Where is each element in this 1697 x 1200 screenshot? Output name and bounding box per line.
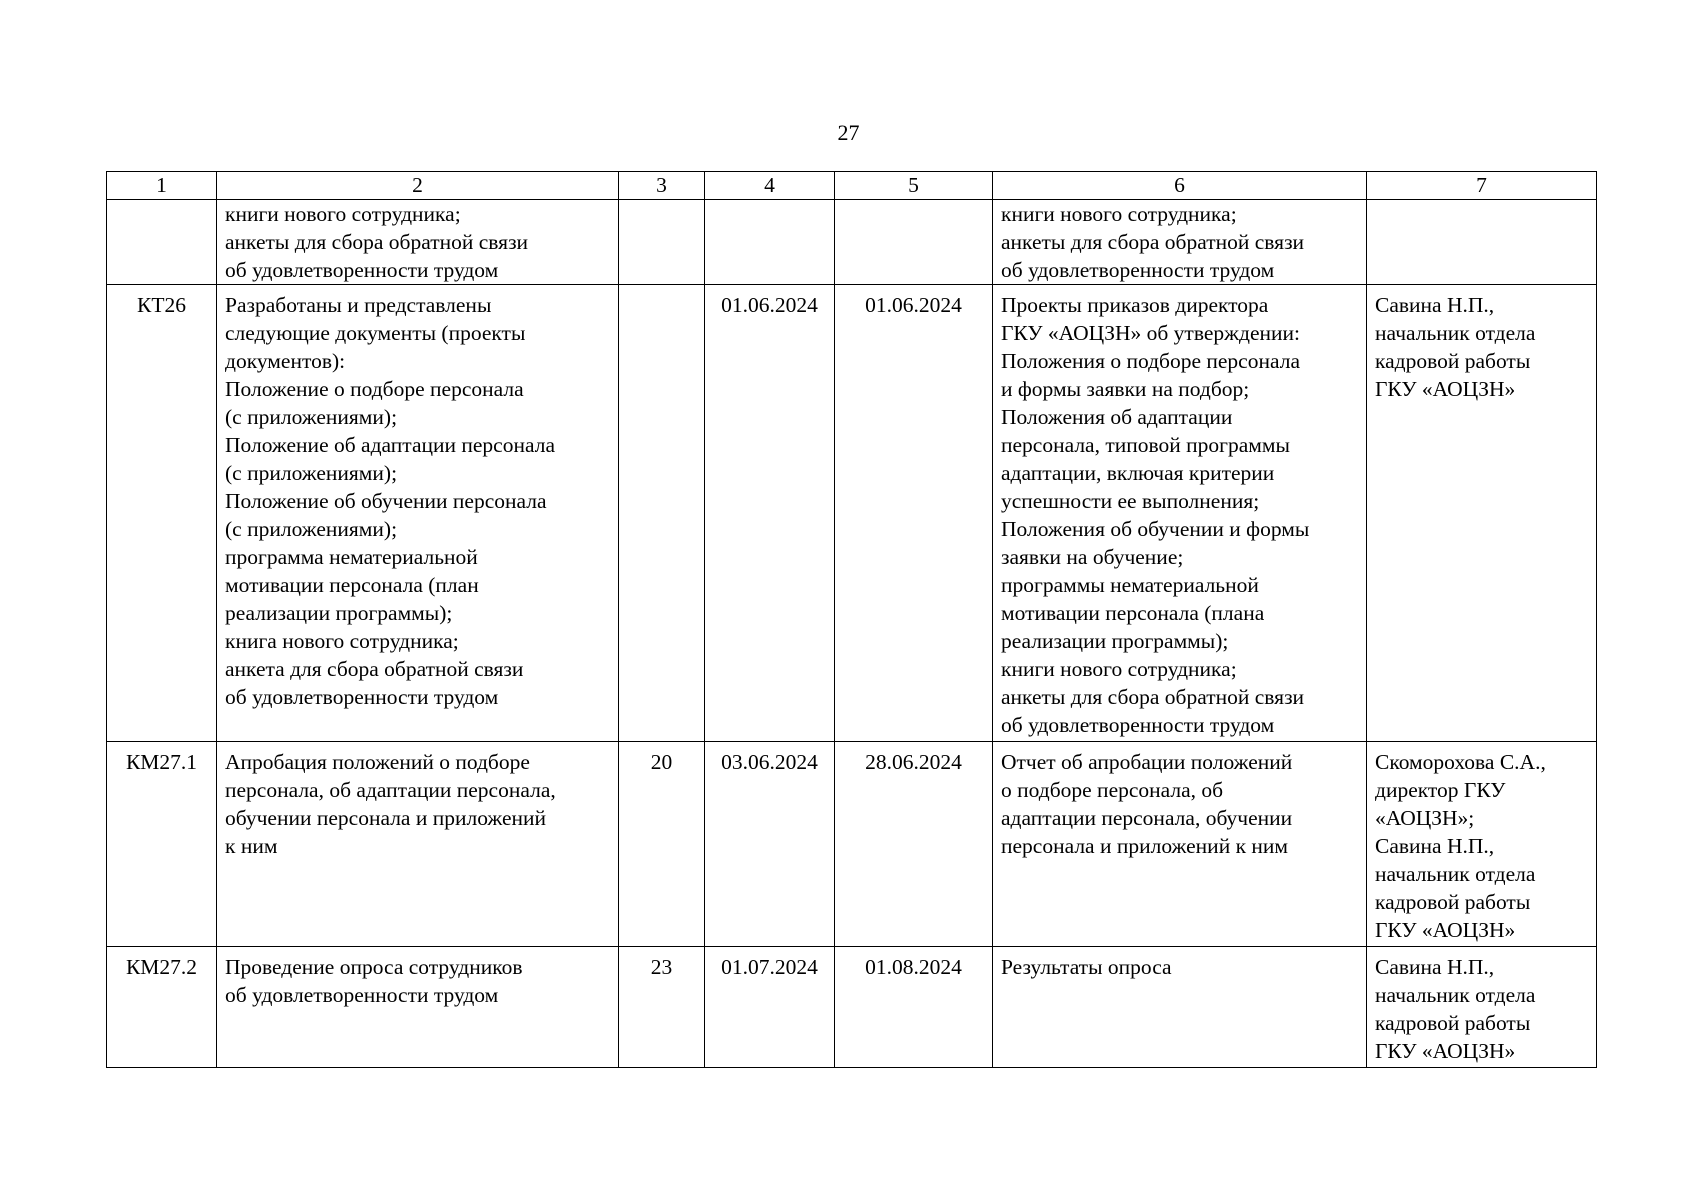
row-responsible-cell-line: Савина Н.П., (1375, 955, 1495, 979)
row-result-cell-line: Положения об обучении и формы (1001, 517, 1310, 541)
row-result-cell-line: книги нового сотрудника; (1001, 202, 1237, 226)
row-result-cell-line: персонала и приложений к ним (1001, 834, 1289, 858)
row-start-date-cell (705, 947, 835, 1068)
row-result-cell-line: об удовлетворенности трудом (1001, 713, 1275, 737)
row-result-cell-line: успешности ее выполнения; (1001, 489, 1260, 513)
table-row (107, 200, 1597, 285)
row-description-cell (217, 285, 619, 742)
table-body (107, 200, 1597, 1068)
header-row (107, 172, 1597, 200)
table-row (107, 742, 1597, 947)
header-cell-3: 3 (619, 172, 705, 200)
row-start-date-cell (705, 200, 835, 285)
row-description-cell-line: (с приложениями); (225, 405, 398, 429)
row-code-cell-text: КТ26 (137, 293, 186, 317)
row-responsible-cell-line: Савина Н.П., (1375, 834, 1495, 858)
row-description-cell (217, 947, 619, 1068)
table-row (107, 947, 1597, 1068)
row-result-cell-line: заявки на обучение; (1001, 545, 1184, 569)
row-description-cell-line: об удовлетворенности трудом (225, 983, 499, 1007)
row-responsible-cell-line: директор ГКУ (1375, 778, 1506, 802)
row-description-cell (217, 742, 619, 947)
row-description-cell (217, 200, 619, 285)
row-description-cell-line: Проведение опроса сотрудников (225, 955, 523, 979)
row-end-date-cell-text: 01.08.2024 (865, 955, 962, 979)
row-code-cell-text: КМ27.2 (125, 955, 198, 979)
row-description-cell-line: документов): (225, 349, 346, 373)
row-duration-cell (619, 947, 705, 1068)
row-result-cell-line: Результаты опроса (1001, 955, 1172, 979)
row-result-cell-line: реализации программы); (1001, 629, 1229, 653)
plan-table (106, 171, 1597, 1068)
row-duration-cell (619, 285, 705, 742)
row-responsible-cell (1367, 285, 1597, 742)
row-result-cell-line: адаптации, включая критерии (1001, 461, 1275, 485)
row-result-cell-line: мотивации персонала (плана (1001, 601, 1265, 625)
row-code-cell (107, 947, 217, 1068)
row-description-cell-line: мотивации персонала (план (225, 573, 479, 597)
row-end-date-cell-text: 01.06.2024 (865, 293, 962, 317)
table-row (107, 285, 1597, 742)
row-responsible-cell (1367, 200, 1597, 285)
row-result-cell-line: персонала, типовой программы (1001, 433, 1290, 457)
row-result-cell-line: Отчет об апробации положений (1001, 750, 1293, 774)
row-duration-cell (619, 200, 705, 285)
row-start-date-cell (705, 742, 835, 947)
row-description-cell-line: обучении персонала и приложений (225, 806, 547, 830)
row-code-cell-text: КМ27.1 (125, 750, 198, 774)
header-cell-6: 6 (993, 172, 1367, 200)
row-responsible-cell-line: ГКУ «АОЦЗН» (1375, 377, 1516, 401)
row-result-cell-line: анкеты для сбора обратной связи (1001, 685, 1305, 709)
row-result-cell (993, 742, 1367, 947)
row-description-cell-line: (с приложениями); (225, 517, 398, 541)
row-description-cell-line: анкета для сбора обратной связи (225, 657, 524, 681)
row-description-cell-line: Апробация положений о подборе (225, 750, 530, 774)
row-start-date-cell-text: 03.06.2024 (721, 750, 818, 774)
row-responsible-cell-line: кадровой работы (1375, 349, 1531, 373)
row-result-cell-line: Положения об адаптации (1001, 405, 1233, 429)
row-responsible-cell (1367, 742, 1597, 947)
row-end-date-cell (835, 742, 993, 947)
row-start-date-cell-text: 01.06.2024 (721, 293, 818, 317)
row-end-date-cell (835, 285, 993, 742)
row-result-cell-line: Проекты приказов директора (1001, 293, 1269, 317)
header-cell-5: 5 (835, 172, 993, 200)
row-start-date-cell-text: 01.07.2024 (721, 955, 818, 979)
row-description-cell-line: к ним (225, 834, 278, 858)
row-result-cell-line: программы нематериальной (1001, 573, 1259, 597)
row-responsible-cell-line: начальник отдела (1375, 862, 1536, 886)
row-responsible-cell (1367, 947, 1597, 1068)
row-result-cell-line: книги нового сотрудника; (1001, 657, 1237, 681)
row-description-cell-line: следующие документы (проекты (225, 321, 526, 345)
row-code-cell (107, 742, 217, 947)
row-result-cell-line: анкеты для сбора обратной связи (1001, 230, 1305, 254)
row-description-cell-line: анкеты для сбора обратной связи (225, 230, 529, 254)
row-result-cell (993, 285, 1367, 742)
row-description-cell-line: книги нового сотрудника; (225, 202, 461, 226)
row-duration-cell (619, 742, 705, 947)
row-description-cell-line: Положение об адаптации персонала (225, 433, 555, 457)
row-result-cell-line: о подборе персонала, об (1001, 778, 1224, 802)
row-responsible-cell-line: начальник отдела (1375, 321, 1536, 345)
row-result-cell-line: ГКУ «АОЦЗН» об утверждении: (1001, 321, 1300, 345)
row-description-cell-line: (с приложениями); (225, 461, 398, 485)
row-description-cell-line: персонала, об адаптации персонала, (225, 778, 556, 802)
row-end-date-cell (835, 200, 993, 285)
row-duration-cell-text: 23 (650, 955, 673, 979)
header-cell-1: 1 (107, 172, 217, 200)
row-code-cell (107, 285, 217, 742)
row-responsible-cell-line: ГКУ «АОЦЗН» (1375, 1039, 1516, 1063)
row-responsible-cell-line: Скоморохова С.А., (1375, 750, 1546, 774)
header-cell-4: 4 (705, 172, 835, 200)
row-end-date-cell (835, 947, 993, 1068)
row-result-cell-line: об удовлетворенности трудом (1001, 258, 1275, 282)
row-result-cell-line: и формы заявки на подбор; (1001, 377, 1250, 401)
row-responsible-cell-line: кадровой работы (1375, 890, 1531, 914)
row-description-cell-line: об удовлетворенности трудом (225, 258, 499, 282)
row-result-cell (993, 947, 1367, 1068)
row-result-cell (993, 200, 1367, 285)
row-result-cell-line: адаптации персонала, обучении (1001, 806, 1293, 830)
row-end-date-cell-text: 28.06.2024 (865, 750, 962, 774)
row-duration-cell-text: 20 (650, 750, 673, 774)
header-cell-7: 7 (1367, 172, 1597, 200)
row-start-date-cell (705, 285, 835, 742)
row-description-cell-line: об удовлетворенности трудом (225, 685, 499, 709)
row-description-cell-line: книга нового сотрудника; (225, 629, 459, 653)
row-responsible-cell-line: Савина Н.П., (1375, 293, 1495, 317)
page-number: 27 (837, 120, 860, 145)
row-responsible-cell-line: ГКУ «АОЦЗН» (1375, 918, 1516, 942)
row-responsible-cell-line: «АОЦЗН»; (1375, 806, 1475, 830)
row-responsible-cell-line: кадровой работы (1375, 1011, 1531, 1035)
row-result-cell-line: Положения о подборе персонала (1001, 349, 1300, 373)
row-description-cell-line: Положение о подборе персонала (225, 377, 524, 401)
header-cell-2: 2 (217, 172, 619, 200)
row-description-cell-line: реализации программы); (225, 601, 453, 625)
row-description-cell-line: Положение об обучении персонала (225, 489, 547, 513)
row-description-cell-line: программа нематериальной (225, 545, 478, 569)
row-code-cell (107, 200, 217, 285)
row-responsible-cell-line: начальник отдела (1375, 983, 1536, 1007)
row-description-cell-line: Разработаны и представлены (225, 293, 492, 317)
